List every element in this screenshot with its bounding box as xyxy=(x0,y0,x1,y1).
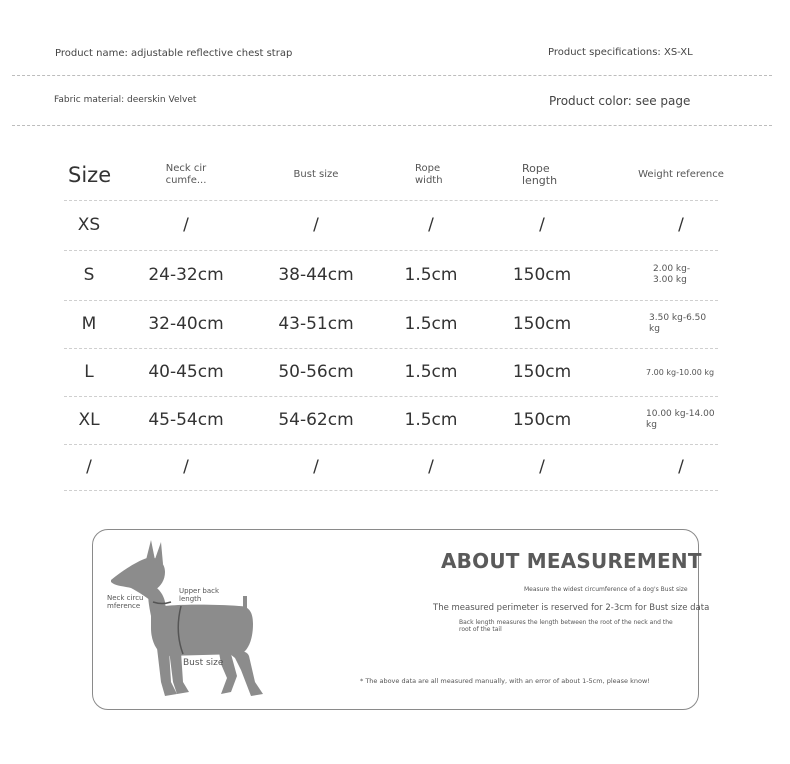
cell-rope-width: 1.5cm xyxy=(404,314,458,334)
cell-size: XS xyxy=(77,215,101,235)
cell-rope-length: / xyxy=(539,457,545,477)
cell-neck: / xyxy=(183,215,189,235)
cell-rope-width: 1.5cm xyxy=(404,410,458,430)
header-bust: Bust size xyxy=(293,169,339,180)
label-bust-size: Bust size xyxy=(183,658,224,668)
cell-rope-length: / xyxy=(539,215,545,235)
label-upper-back-length: Upper back length xyxy=(179,587,220,603)
measurement-note: * The above data are all measured manually, with an error of about 1-5cm, please know! xyxy=(360,677,650,685)
cell-weight: / xyxy=(678,215,684,235)
header-weight: Weight reference xyxy=(638,169,724,180)
header-rope-width: Rope width xyxy=(415,163,443,186)
measurement-title: ABOUT MEASUREMENT xyxy=(441,549,702,573)
cell-rope-width: 1.5cm xyxy=(404,362,458,382)
cell-size: L xyxy=(84,362,94,382)
cell-bust: 38-44cm xyxy=(278,265,354,285)
cell-rope-length: 150cm xyxy=(512,362,572,382)
fabric-material: Fabric material: deerskin Velvet xyxy=(54,95,197,105)
cell-rope-length: 150cm xyxy=(512,410,572,430)
measurement-line-2: The measured perimeter is reserved for 2-3cm for Bust size data xyxy=(433,603,710,613)
cell-bust: 43-51cm xyxy=(278,314,354,334)
product-specifications: Product specifications: XS-XL xyxy=(548,47,693,58)
cell-weight: 2.00 kg-3.00 kg xyxy=(653,264,691,285)
cell-neck: 24-32cm xyxy=(148,265,224,285)
dog-silhouette-icon xyxy=(99,532,289,710)
measurement-line-3: Back length measures the length between the root of the neck and the root of the tail xyxy=(459,619,673,633)
cell-neck: 40-45cm xyxy=(148,362,224,382)
cell-weight: / xyxy=(678,457,684,477)
cell-size: / xyxy=(86,457,92,477)
cell-weight: 7.00 kg-10.00 kg xyxy=(646,367,715,377)
product-color: Product color: see page xyxy=(549,94,691,108)
cell-bust: / xyxy=(313,457,319,477)
cell-rope-length: 150cm xyxy=(512,265,572,285)
table-row xyxy=(64,250,718,301)
table-row xyxy=(64,396,718,445)
header-size: Size xyxy=(68,163,112,187)
cell-bust: / xyxy=(313,215,319,235)
table-row xyxy=(64,348,718,397)
cell-weight: 3.50 kg-6.50 kg xyxy=(649,313,707,334)
header-neck: Neck cir cumfe... xyxy=(165,163,207,186)
cell-weight: 10.00 kg-14.00 kg xyxy=(646,409,715,430)
table-row xyxy=(64,200,718,251)
measurement-line-1: Measure the widest circumference of a dog's Bust size xyxy=(524,586,688,593)
label-neck-circumference: Neck circu mference xyxy=(107,594,144,610)
table-row xyxy=(64,444,718,491)
header-rope-length: Rope length xyxy=(522,162,558,187)
cell-neck: / xyxy=(183,457,189,477)
table-header-row xyxy=(64,150,724,201)
cell-size: XL xyxy=(78,410,100,430)
cell-rope-width: 1.5cm xyxy=(404,265,458,285)
cell-size: M xyxy=(81,314,97,334)
cell-bust: 54-62cm xyxy=(278,410,354,430)
cell-neck: 32-40cm xyxy=(148,314,224,334)
divider xyxy=(12,125,772,126)
cell-rope-length: 150cm xyxy=(512,314,572,334)
divider xyxy=(12,75,772,76)
cell-bust: 50-56cm xyxy=(278,362,354,382)
product-name: Product name: adjustable reflective chest strap xyxy=(55,48,293,59)
table-row xyxy=(64,300,718,349)
measurement-panel xyxy=(92,529,710,710)
cell-rope-width: / xyxy=(428,457,434,477)
cell-rope-width: / xyxy=(428,215,434,235)
cell-size: S xyxy=(83,265,95,285)
cell-neck: 45-54cm xyxy=(148,410,224,430)
